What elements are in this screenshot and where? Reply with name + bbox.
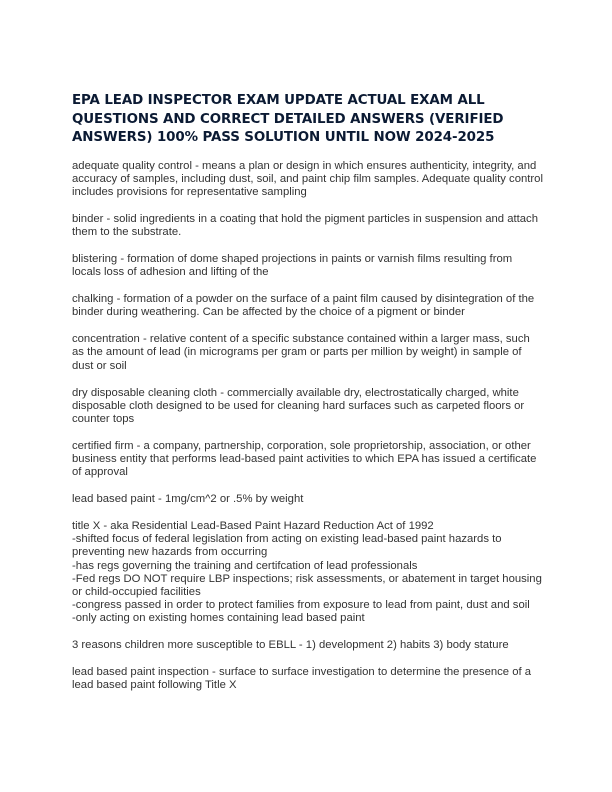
definition-binder: binder - solid ingredients in a coating that hold the pigment particles in suspension and attach them to the substrate.: [72, 212, 538, 238]
definition-certified-firm: certified firm - a company, partnership, corporation, sole proprietorship, association, or other business entity that performs lead-based paint activities to which EPA has issued a certificate of approval: [72, 439, 537, 479]
document-page: [72, 92, 544, 706]
definition-lead-based-paint: lead based paint - 1mg/cm^2 or .5% by weight: [72, 493, 304, 506]
definition-adequate-quality-control: adequate quality control - means a plan or design in which ensures authenticity, integrity, and accuracy of samples, including dust, soil, and paint chip film samples. Adequate quality control includes provisions for representative sampling: [72, 159, 543, 198]
definition-dry-disposable-cleaning-cloth: dry disposable cleaning cloth - commercially available dry, electrostatically charged, white disposable cloth designed to be used for cleaning hard surfaces such as carpeted floors or counter tops: [72, 386, 525, 425]
definition-title-x: title X - aka Residential Lead-Based Paint Hazard Reduction Act of 1992 -shifted focus of federal legislation from acting on existing lead-based paint hazards to preventing new hazards from occurring -has regs governing the training and certifcation of lead professionals -Fed regs DO NOT require LBP inspections; risk assessments, or abatement in target housing or child-occupied facilities -congress passed in order to protect families from exposure to lead from paint, dust and soil -only acting on existing homes containing lead based paint: [72, 520, 542, 624]
definition-list: [72, 160, 544, 693]
document-title: EPA LEAD INSPECTOR EXAM UPDATE ACTUAL EXAM ALL QUESTIONS AND CORRECT DETAILED ANSWERS (VERIFIED ANSWERS) 100% PASS SOLUTION UNTIL NOW 2024-2025: [72, 93, 504, 145]
definition-concentration: concentration - relative content of a specific substance contained within a larger mass, such as the amount of lead (in micrograms per gram or parts per million by weight) in sample of dust or soil: [72, 333, 530, 372]
definition-chalking: chalking - formation of a powder on the surface of a paint film caused by disintegration of the binder during weathering. Can be affected by the choice of a pigment or binder: [72, 293, 535, 319]
definition-lead-based-paint-inspection: lead based paint inspection - surface to surface investigation to determine the presence of a lead based paint following Title X: [72, 666, 532, 692]
definition-ebll-reasons: 3 reasons children more susceptible to EBLL - 1) development 2) habits 3) body stature: [72, 639, 509, 652]
definition-blistering: blistering - formation of dome shaped projections in paints or varnish films resulting from locals loss of adhesion and lifting of the: [72, 252, 513, 279]
